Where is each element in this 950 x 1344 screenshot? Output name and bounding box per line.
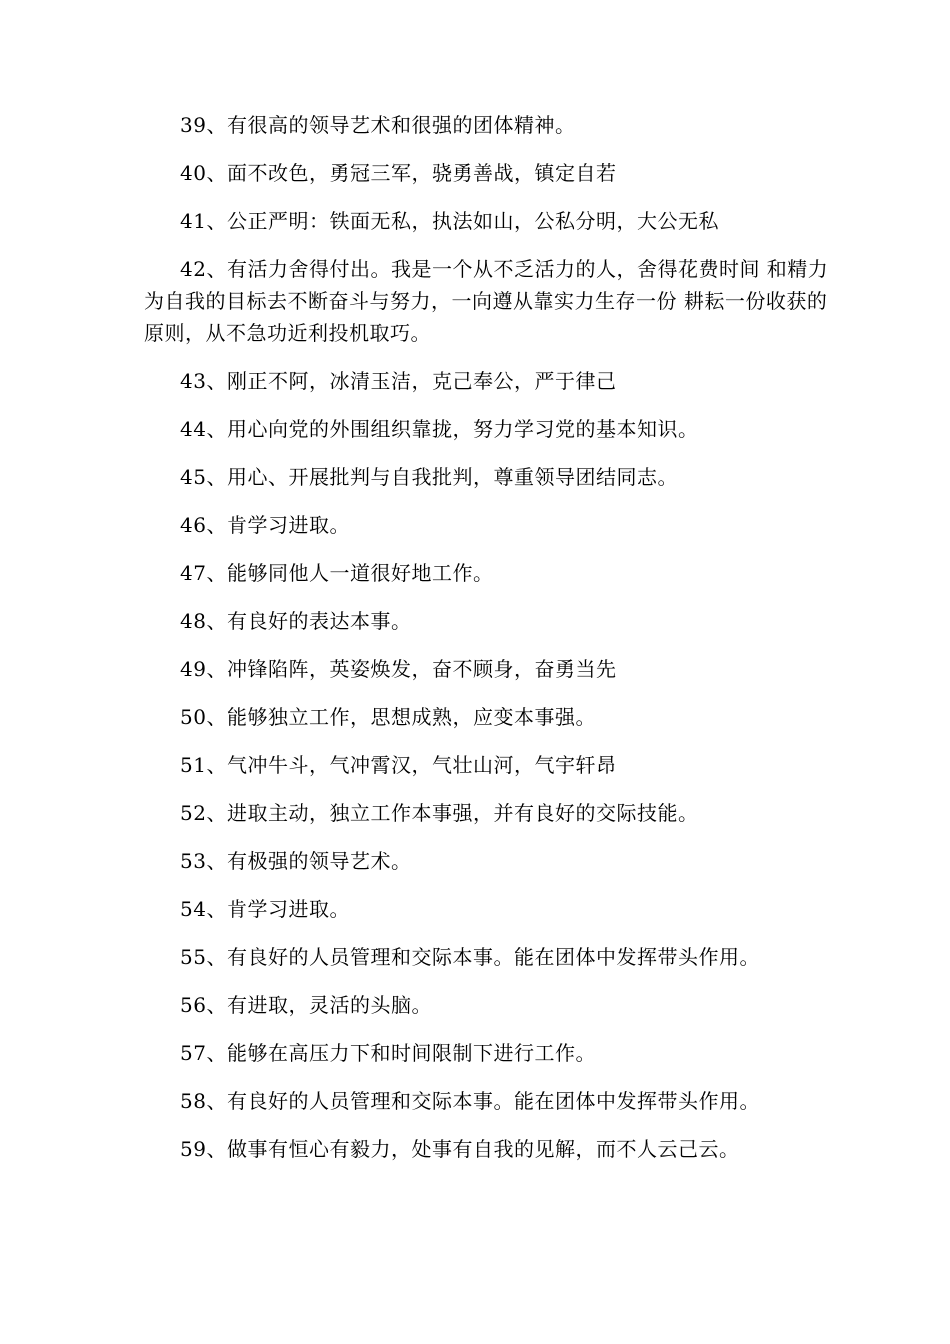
list-item: 50、能够独立工作，思想成熟，应变本事强。 — [180, 705, 596, 729]
list-item: 39、有很高的领导艺术和很强的团体精神。 — [180, 113, 576, 137]
list-item: 56、有进取，灵活的头脑。 — [180, 993, 432, 1017]
list-item: 41、公正严明：铁面无私，执法如山，公私分明，大公无私 — [180, 209, 719, 233]
list-item: 57、能够在高压力下和时间限制下进行工作。 — [180, 1041, 596, 1065]
list-item: 51、气冲牛斗，气冲霄汉，气壮山河，气宇轩昂 — [180, 753, 617, 777]
list-item: 48、有良好的表达本事。 — [180, 609, 412, 633]
document-body — [144, 109, 834, 1181]
list-item: 53、有极强的领导艺术。 — [180, 849, 412, 873]
list-item: 42、有活力舍得付出。我是一个从不乏活力的人，舍得花费时间 和精力为自我的目标去不断奋斗与努力，一向遵从靠实力生存一份 耕耘一份收获的原则，从不急功近利投机取巧。 — [144, 257, 829, 345]
list-item: 44、用心向党的外围组织靠拢，努力学习党的基本知识。 — [180, 417, 699, 441]
list-item: 54、肯学习进取。 — [180, 897, 350, 921]
list-item: 45、用心、开展批判与自我批判，尊重领导团结同志。 — [180, 465, 678, 489]
list-item: 52、进取主动，独立工作本事强，并有良好的交际技能。 — [180, 801, 699, 825]
list-item: 59、做事有恒心有毅力，处事有自我的见解，而不人云己云。 — [180, 1137, 740, 1161]
list-item: 40、面不改色，勇冠三军，骁勇善战，镇定自若 — [180, 161, 617, 185]
list-item: 58、有良好的人员管理和交际本事。能在团体中发挥带头作用。 — [180, 1089, 760, 1113]
list-item: 49、冲锋陷阵，英姿焕发，奋不顾身，奋勇当先 — [180, 657, 617, 681]
list-item: 55、有良好的人员管理和交际本事。能在团体中发挥带头作用。 — [180, 945, 760, 969]
list-item: 46、肯学习进取。 — [180, 513, 350, 537]
list-item: 43、刚正不阿，冰清玉洁，克己奉公，严于律己 — [180, 369, 617, 393]
list-item: 47、能够同他人一道很好地工作。 — [180, 561, 494, 585]
